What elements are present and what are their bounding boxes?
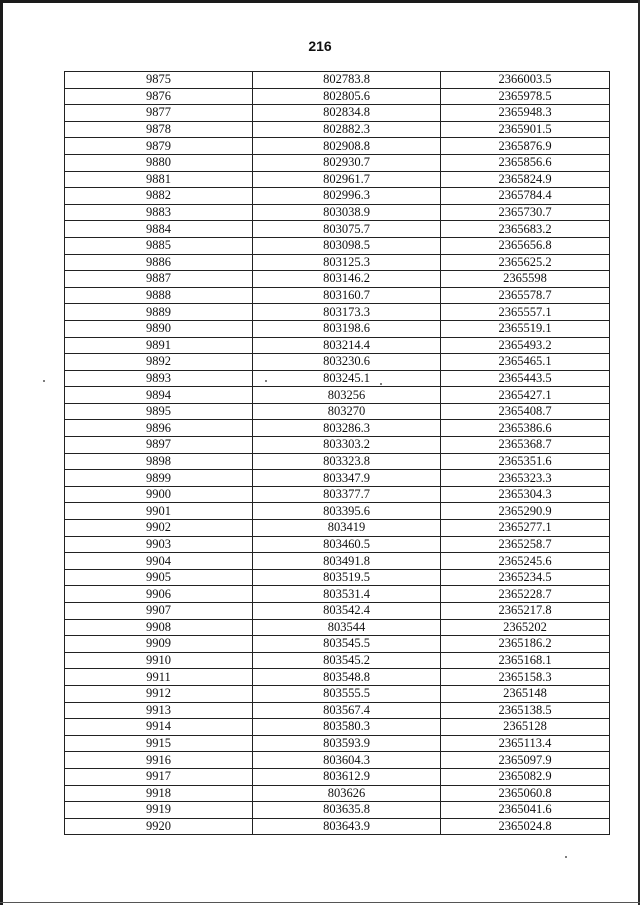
- table-row: [65, 785, 610, 802]
- x-coordinate-cell: 803214.4: [253, 337, 441, 354]
- y-coordinate-cell: 2365876.9: [441, 138, 610, 155]
- scan-speck: [565, 856, 567, 858]
- x-coordinate-cell: 803323.8: [253, 453, 441, 470]
- x-coordinate-cell: 803256: [253, 387, 441, 404]
- y-coordinate-cell: 2365138.5: [441, 702, 610, 719]
- point-number-cell: 9908: [65, 619, 253, 636]
- x-coordinate-cell: 802882.3: [253, 121, 441, 138]
- point-number-cell: 9904: [65, 553, 253, 570]
- y-coordinate-cell: 2365443.5: [441, 370, 610, 387]
- x-coordinate-cell: 802805.6: [253, 88, 441, 105]
- y-coordinate-cell: 2365978.5: [441, 88, 610, 105]
- y-coordinate-cell: 2365217.8: [441, 603, 610, 620]
- y-coordinate-cell: 2365578.7: [441, 287, 610, 304]
- table-row: [65, 818, 610, 835]
- table-row: [65, 636, 610, 653]
- y-coordinate-cell: 2365041.6: [441, 802, 610, 819]
- x-coordinate-cell: 803303.2: [253, 437, 441, 454]
- y-coordinate-cell: 2365228.7: [441, 586, 610, 603]
- x-coordinate-cell: 802783.8: [253, 72, 441, 89]
- point-number-cell: 9906: [65, 586, 253, 603]
- point-number-cell: 9919: [65, 802, 253, 819]
- y-coordinate-cell: 2365368.7: [441, 437, 610, 454]
- y-coordinate-cell: 2365168.1: [441, 652, 610, 669]
- point-number-cell: 9909: [65, 636, 253, 653]
- point-number-cell: 9911: [65, 669, 253, 686]
- y-coordinate-cell: 2365557.1: [441, 304, 610, 321]
- table-row: [65, 72, 610, 89]
- table-row: [65, 221, 610, 238]
- x-coordinate-cell: 803544: [253, 619, 441, 636]
- table-row: [65, 603, 610, 620]
- x-coordinate-cell: 803593.9: [253, 735, 441, 752]
- point-number-cell: 9882: [65, 188, 253, 205]
- y-coordinate-cell: 2365493.2: [441, 337, 610, 354]
- table-row: [65, 802, 610, 819]
- y-coordinate-cell: 2365625.2: [441, 254, 610, 271]
- point-number-cell: 9916: [65, 752, 253, 769]
- table-row: [65, 768, 610, 785]
- y-coordinate-cell: 2365158.3: [441, 669, 610, 686]
- point-number-cell: 9883: [65, 204, 253, 221]
- table-row: [65, 171, 610, 188]
- y-coordinate-cell: 2365148: [441, 685, 610, 702]
- point-number-cell: 9901: [65, 503, 253, 520]
- x-coordinate-cell: 803419: [253, 520, 441, 537]
- y-coordinate-cell: 2365465.1: [441, 354, 610, 371]
- y-coordinate-cell: 2365598: [441, 271, 610, 288]
- y-coordinate-cell: 2365856.6: [441, 154, 610, 171]
- point-number-cell: 9888: [65, 287, 253, 304]
- scan-border-bottom: [0, 902, 640, 903]
- table-row: [65, 88, 610, 105]
- scan-border-top: [0, 0, 640, 3]
- x-coordinate-cell: 803146.2: [253, 271, 441, 288]
- y-coordinate-cell: 2365202: [441, 619, 610, 636]
- table-row: [65, 237, 610, 254]
- y-coordinate-cell: 2365519.1: [441, 320, 610, 337]
- point-number-cell: 9907: [65, 603, 253, 620]
- x-coordinate-cell: 803173.3: [253, 304, 441, 321]
- point-number-cell: 9894: [65, 387, 253, 404]
- x-coordinate-cell: 802961.7: [253, 171, 441, 188]
- table-row: [65, 354, 610, 371]
- x-coordinate-cell: 803604.3: [253, 752, 441, 769]
- y-coordinate-cell: 2365186.2: [441, 636, 610, 653]
- table-row: [65, 669, 610, 686]
- y-coordinate-cell: 2365408.7: [441, 403, 610, 420]
- x-coordinate-cell: 803531.4: [253, 586, 441, 603]
- x-coordinate-cell: 803198.6: [253, 320, 441, 337]
- coordinates-table-body: [65, 72, 610, 835]
- x-coordinate-cell: 803491.8: [253, 553, 441, 570]
- scan-speck: [43, 380, 45, 382]
- point-number-cell: 9920: [65, 818, 253, 835]
- point-number-cell: 9912: [65, 685, 253, 702]
- point-number-cell: 9900: [65, 486, 253, 503]
- y-coordinate-cell: 2365948.3: [441, 105, 610, 122]
- x-coordinate-cell: 803519.5: [253, 569, 441, 586]
- point-number-cell: 9886: [65, 254, 253, 271]
- table-row: [65, 188, 610, 205]
- table-row: [65, 569, 610, 586]
- table-row: [65, 652, 610, 669]
- y-coordinate-cell: 2365277.1: [441, 520, 610, 537]
- x-coordinate-cell: 803545.5: [253, 636, 441, 653]
- table-row: [65, 486, 610, 503]
- x-coordinate-cell: 803580.3: [253, 719, 441, 736]
- point-number-cell: 9903: [65, 536, 253, 553]
- point-number-cell: 9902: [65, 520, 253, 537]
- table-row: [65, 254, 610, 271]
- table-row: [65, 536, 610, 553]
- point-number-cell: 9917: [65, 768, 253, 785]
- y-coordinate-cell: 2365730.7: [441, 204, 610, 221]
- x-coordinate-cell: 802834.8: [253, 105, 441, 122]
- y-coordinate-cell: 2365824.9: [441, 171, 610, 188]
- y-coordinate-cell: 2365290.9: [441, 503, 610, 520]
- x-coordinate-cell: 803545.2: [253, 652, 441, 669]
- point-number-cell: 9893: [65, 370, 253, 387]
- point-number-cell: 9881: [65, 171, 253, 188]
- table-row: [65, 719, 610, 736]
- point-number-cell: 9887: [65, 271, 253, 288]
- table-row: [65, 437, 610, 454]
- x-coordinate-cell: 803395.6: [253, 503, 441, 520]
- point-number-cell: 9890: [65, 320, 253, 337]
- table-row: [65, 685, 610, 702]
- point-number-cell: 9880: [65, 154, 253, 171]
- y-coordinate-cell: 2365082.9: [441, 768, 610, 785]
- y-coordinate-cell: 2365128: [441, 719, 610, 736]
- point-number-cell: 9915: [65, 735, 253, 752]
- x-coordinate-cell: 803635.8: [253, 802, 441, 819]
- point-number-cell: 9878: [65, 121, 253, 138]
- table-row: [65, 304, 610, 321]
- point-number-cell: 9913: [65, 702, 253, 719]
- x-coordinate-cell: 803567.4: [253, 702, 441, 719]
- table-row: [65, 320, 610, 337]
- x-coordinate-cell: 803125.3: [253, 254, 441, 271]
- x-coordinate-cell: 803643.9: [253, 818, 441, 835]
- point-number-cell: 9891: [65, 337, 253, 354]
- table-row: [65, 586, 610, 603]
- point-number-cell: 9885: [65, 237, 253, 254]
- y-coordinate-cell: 2365656.8: [441, 237, 610, 254]
- x-coordinate-cell: 803460.5: [253, 536, 441, 553]
- table-row: [65, 337, 610, 354]
- x-coordinate-cell: 803612.9: [253, 768, 441, 785]
- scan-border-left: [0, 0, 3, 905]
- x-coordinate-cell: 803038.9: [253, 204, 441, 221]
- y-coordinate-cell: 2365097.9: [441, 752, 610, 769]
- table-row: [65, 553, 610, 570]
- table-row: [65, 138, 610, 155]
- y-coordinate-cell: 2365060.8: [441, 785, 610, 802]
- table-row: [65, 204, 610, 221]
- point-number-cell: 9898: [65, 453, 253, 470]
- point-number-cell: 9892: [65, 354, 253, 371]
- table-row: [65, 403, 610, 420]
- y-coordinate-cell: 2366003.5: [441, 72, 610, 89]
- y-coordinate-cell: 2365113.4: [441, 735, 610, 752]
- table-row: [65, 387, 610, 404]
- table-row: [65, 121, 610, 138]
- x-coordinate-cell: 803270: [253, 403, 441, 420]
- table-row: [65, 520, 610, 537]
- x-coordinate-cell: 803548.8: [253, 669, 441, 686]
- x-coordinate-cell: 803626: [253, 785, 441, 802]
- table-row: [65, 503, 610, 520]
- table-row: [65, 702, 610, 719]
- y-coordinate-cell: 2365351.6: [441, 453, 610, 470]
- table-row: [65, 287, 610, 304]
- y-coordinate-cell: 2365427.1: [441, 387, 610, 404]
- table-row: [65, 752, 610, 769]
- x-coordinate-cell: 803377.7: [253, 486, 441, 503]
- coordinates-table: [64, 71, 610, 835]
- y-coordinate-cell: 2365234.5: [441, 569, 610, 586]
- x-coordinate-cell: 803075.7: [253, 221, 441, 238]
- x-coordinate-cell: 803286.3: [253, 420, 441, 437]
- x-coordinate-cell: 803542.4: [253, 603, 441, 620]
- x-coordinate-cell: 803098.5: [253, 237, 441, 254]
- y-coordinate-cell: 2365683.2: [441, 221, 610, 238]
- y-coordinate-cell: 2365304.3: [441, 486, 610, 503]
- point-number-cell: 9879: [65, 138, 253, 155]
- y-coordinate-cell: 2365386.6: [441, 420, 610, 437]
- point-number-cell: 9905: [65, 569, 253, 586]
- x-coordinate-cell: 803555.5: [253, 685, 441, 702]
- point-number-cell: 9895: [65, 403, 253, 420]
- point-number-cell: 9877: [65, 105, 253, 122]
- x-coordinate-cell: 802996.3: [253, 188, 441, 205]
- y-coordinate-cell: 2365245.6: [441, 553, 610, 570]
- table-row: [65, 105, 610, 122]
- table-row: [65, 619, 610, 636]
- point-number-cell: 9889: [65, 304, 253, 321]
- y-coordinate-cell: 2365258.7: [441, 536, 610, 553]
- x-coordinate-cell: 803230.6: [253, 354, 441, 371]
- table-row: [65, 735, 610, 752]
- x-coordinate-cell: 803245.1: [253, 370, 441, 387]
- point-number-cell: 9896: [65, 420, 253, 437]
- y-coordinate-cell: 2365323.3: [441, 470, 610, 487]
- point-number-cell: 9899: [65, 470, 253, 487]
- y-coordinate-cell: 2365901.5: [441, 121, 610, 138]
- page-number: 216: [308, 38, 332, 54]
- scan-speck: [265, 380, 267, 382]
- point-number-cell: 9875: [65, 72, 253, 89]
- x-coordinate-cell: 802908.8: [253, 138, 441, 155]
- x-coordinate-cell: 803160.7: [253, 287, 441, 304]
- y-coordinate-cell: 2365024.8: [441, 818, 610, 835]
- table-row: [65, 420, 610, 437]
- table-row: [65, 271, 610, 288]
- point-number-cell: 9897: [65, 437, 253, 454]
- point-number-cell: 9910: [65, 652, 253, 669]
- point-number-cell: 9918: [65, 785, 253, 802]
- table-row: [65, 370, 610, 387]
- x-coordinate-cell: 803347.9: [253, 470, 441, 487]
- point-number-cell: 9884: [65, 221, 253, 238]
- scan-speck: [380, 383, 382, 385]
- point-number-cell: 9876: [65, 88, 253, 105]
- table-row: [65, 453, 610, 470]
- table-row: [65, 154, 610, 171]
- table-row: [65, 470, 610, 487]
- point-number-cell: 9914: [65, 719, 253, 736]
- x-coordinate-cell: 802930.7: [253, 154, 441, 171]
- y-coordinate-cell: 2365784.4: [441, 188, 610, 205]
